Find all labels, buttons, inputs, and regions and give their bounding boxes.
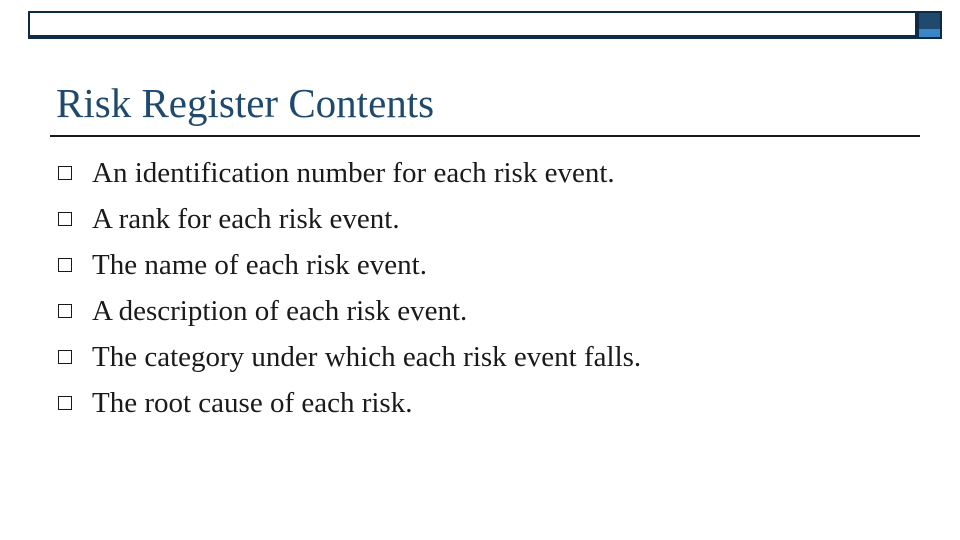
top-decorative-bar bbox=[28, 11, 917, 39]
bullet-text: A description of each risk event. bbox=[92, 295, 468, 327]
bullet-text: An identification number for each risk event. bbox=[92, 157, 615, 189]
square-outline-bullet-icon bbox=[58, 350, 72, 364]
top-decorative-square-accent bbox=[919, 29, 940, 37]
square-outline-bullet-icon bbox=[58, 212, 72, 226]
list-item bbox=[56, 334, 641, 380]
list-item bbox=[56, 150, 641, 196]
square-outline-bullet-icon bbox=[58, 396, 72, 410]
list-item bbox=[56, 196, 641, 242]
list-item bbox=[56, 288, 641, 334]
square-outline-bullet-icon bbox=[58, 258, 72, 272]
bullet-text: The name of each risk event. bbox=[92, 249, 427, 281]
bullet-list bbox=[56, 150, 641, 426]
square-outline-bullet-icon bbox=[58, 166, 72, 180]
list-item bbox=[56, 380, 641, 426]
square-outline-bullet-icon bbox=[58, 304, 72, 318]
slide-title: Risk Register Contents bbox=[56, 80, 435, 126]
bullet-text: The category under which each risk event falls. bbox=[92, 341, 642, 373]
bullet-text: A rank for each risk event. bbox=[92, 203, 400, 235]
top-decorative-square bbox=[917, 11, 942, 39]
list-item bbox=[56, 242, 641, 288]
title-underline-rule bbox=[50, 135, 920, 137]
bullet-text: The root cause of each risk. bbox=[92, 387, 413, 419]
